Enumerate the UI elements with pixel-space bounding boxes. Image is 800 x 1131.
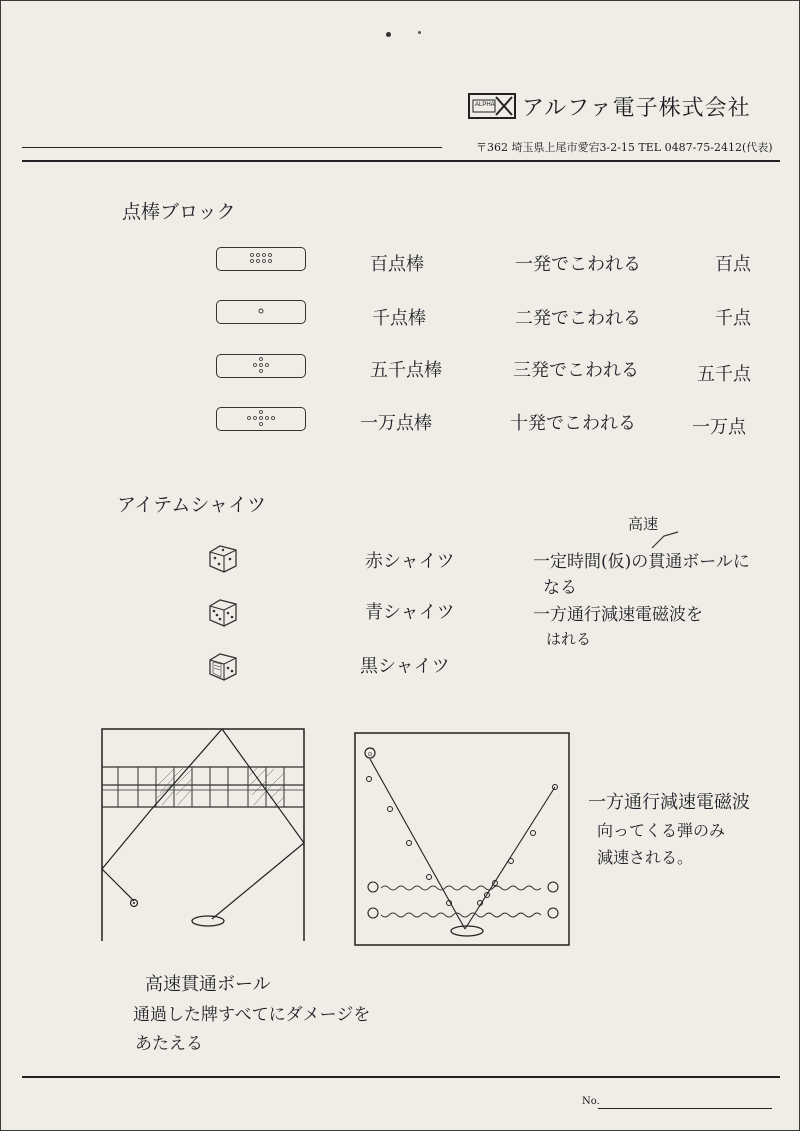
brick-name: 百点棒 [370, 254, 424, 275]
item-description: 一方通行減速電磁波を [533, 605, 703, 625]
speed-annotation: 高速 [628, 515, 659, 533]
brick-name: 五千点棒 [370, 360, 442, 381]
brick-5000 [216, 354, 306, 378]
brick-points: 一万点 [692, 417, 746, 438]
item-name: 黒シャイツ [360, 656, 450, 677]
piercing-ball-diagram [98, 727, 310, 945]
punch-mark [386, 32, 391, 37]
svg-text:⊙: ⊙ [367, 751, 373, 758]
brick-points: 五千点 [697, 364, 751, 385]
brick-100 [216, 247, 306, 271]
red-shirt-die-icon [206, 542, 238, 574]
brick-points: 千点 [715, 308, 751, 329]
brick-10000 [216, 407, 306, 431]
item-name: 赤シャイツ [365, 551, 455, 572]
black-shirt-die-icon [206, 650, 238, 682]
item-description-cont: なる [543, 578, 577, 598]
header-rule-left [22, 147, 442, 148]
item-description: 一定時間(仮)の貫通ボールに [533, 552, 750, 572]
ball-note-line3: あたえる [135, 1034, 203, 1054]
footer-rule [22, 1076, 780, 1078]
brick-1000 [216, 300, 306, 324]
brick-hits: 十発でこわれる [510, 413, 636, 434]
wave-note-line3: 減速される。 [597, 848, 694, 867]
header-rule-full [22, 160, 780, 162]
brick-name: 一万点棒 [360, 413, 432, 434]
number-label: No. [582, 1096, 600, 1107]
brick-hits: 二発でこわれる [515, 308, 641, 329]
company-logo [468, 93, 516, 119]
company-name: アルファ電子株式会社 [522, 96, 751, 121]
block-section-title: 点棒ブロック [122, 201, 236, 223]
number-line [598, 1108, 772, 1109]
logo-text: ALPHA [475, 102, 495, 108]
item-section-title: アイテムシャイツ [117, 494, 266, 516]
brick-hits: 一発でこわれる [515, 254, 641, 275]
ball-note-line2: 通過した牌すべてにダメージを [133, 1005, 371, 1025]
punch-mark [418, 31, 421, 34]
wave-note-line2: 向ってくる弾のみ [597, 821, 726, 840]
item-description-cont: はれる [546, 630, 592, 648]
ball-note-line1: 高速貫通ボール [145, 974, 271, 995]
brick-points: 百点 [715, 254, 751, 275]
brick-name: 千点棒 [372, 308, 426, 329]
item-name: 青シャイツ [365, 602, 455, 623]
brick-hits: 三発でこわれる [513, 360, 639, 381]
company-address: 〒362 埼玉県上尾市愛宕3-2-15 TEL 0487-75-2412(代表) [476, 141, 773, 154]
blue-shirt-die-icon [206, 596, 238, 628]
deceleration-wave-diagram [353, 731, 573, 949]
wave-note-line1: 一方通行減速電磁波 [588, 792, 750, 813]
